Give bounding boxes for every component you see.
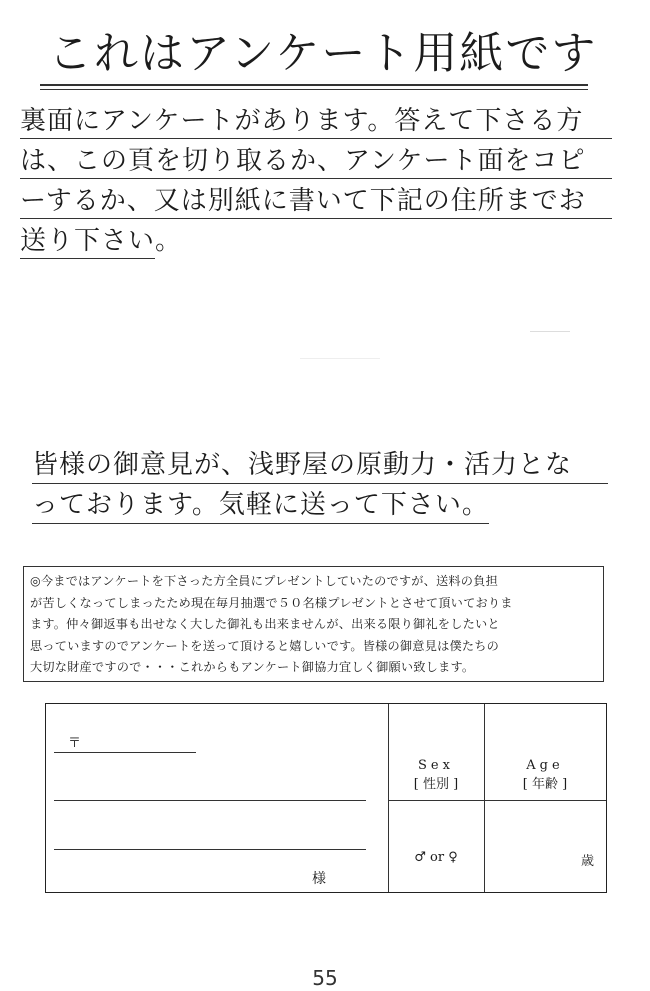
intro-line-1: 裏面にアンケートがあります。答えて下さる方: [20, 106, 612, 139]
title-underline: [40, 84, 588, 86]
notice-box: [23, 566, 604, 682]
address-field-1[interactable]: [54, 800, 366, 801]
notice-line: 大切な財産ですので・・・これからもアンケート御協力宜しく御願い致します。: [30, 660, 475, 674]
age-label: Age: [526, 758, 564, 773]
age-unit-label: 歳: [581, 854, 595, 869]
postal-code-field[interactable]: [54, 752, 196, 753]
message-line-1: 皆様の御意見が、浅野屋の原動力・活力とな: [32, 450, 608, 484]
notice-line: ます。仲々御返事も出せなく大した御礼も出来ませんが、出来る限り御礼をしたいと: [30, 617, 500, 631]
sex-label: Sex: [418, 758, 454, 773]
notice-line: ◎今まではアンケートを下さった方全員にプレゼントしていたのですが、送料の負担: [30, 574, 498, 588]
sex-label-jp: [ 性別 ]: [413, 777, 459, 792]
faint-mark: [530, 331, 570, 332]
intro-line-4-period: 。: [155, 226, 183, 256]
intro-line-3: ーするか、又は別紙に書いて下記の住所までお: [20, 186, 612, 219]
sex-header: [388, 756, 484, 794]
address-form: [45, 703, 607, 893]
faint-mark: [300, 358, 380, 359]
message-line-2: っております。気軽に送って下さい。: [32, 490, 489, 524]
honorific-label: 様: [312, 871, 326, 887]
age-label-jp: [ 年齢 ]: [522, 777, 568, 792]
page-number: 55: [312, 966, 338, 990]
name-field[interactable]: [54, 849, 366, 850]
notice-line: 思っていますのでアンケートを送って頂けると嬉しいです。皆様の御意見は僕たちの: [30, 638, 500, 653]
notice-line: が苦しくなってしまったため現在毎月抽選で５０名様プレゼントとさせて頂いておりま: [30, 595, 513, 610]
intro-line-4-text: 送り下さい: [20, 226, 155, 259]
intro-line-4: [20, 226, 182, 258]
form-divider: [484, 704, 485, 892]
postal-mark: 〒: [68, 736, 82, 751]
sex-choice-field[interactable]: ♂ or ♀: [414, 850, 458, 865]
age-header: [484, 756, 606, 794]
page-title: これはアンケート用紙です: [48, 28, 598, 79]
title-underline-double: [40, 89, 588, 90]
intro-line-2: は、この頁を切り取るか、アンケート面をコピ: [20, 146, 612, 179]
form-divider: [388, 800, 606, 801]
